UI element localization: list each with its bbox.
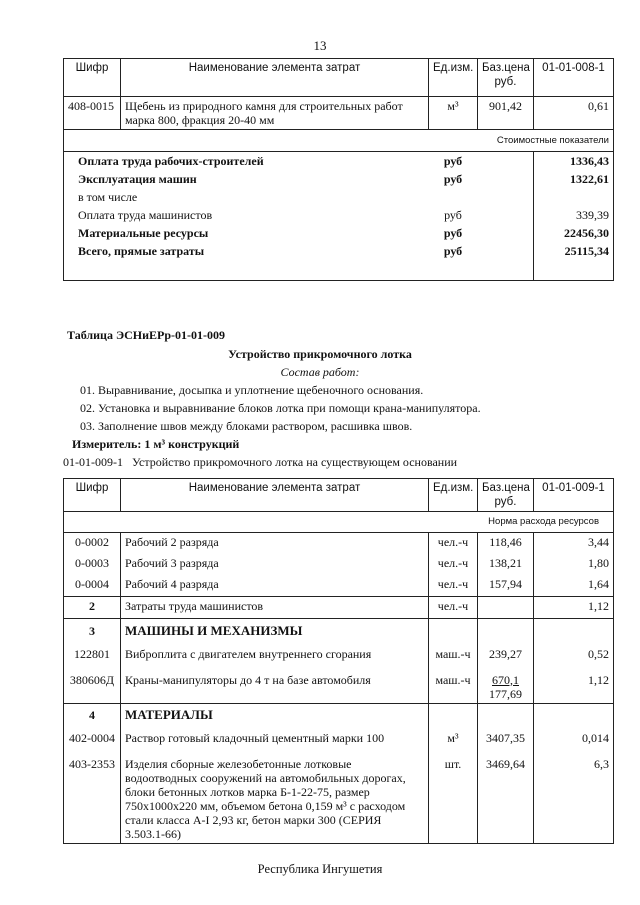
- cost-name: Всего, прямые затраты: [64, 242, 429, 281]
- header-code: Шифр: [64, 59, 121, 97]
- norm-label-row: [64, 512, 614, 533]
- materials-code: 4: [64, 703, 121, 727]
- page-number: 13: [313, 38, 327, 53]
- cost-value: 25115,34: [534, 242, 614, 281]
- cost-name: Материальные ресурсы: [64, 224, 429, 242]
- header-unit: Ед.изм.: [429, 59, 478, 97]
- section-row: [64, 619, 614, 643]
- row-value: 1,64: [534, 575, 614, 597]
- norm-label: Норма расхода ресурсов: [64, 512, 614, 533]
- machines-code: 3: [64, 619, 121, 643]
- table-01-01-009: [63, 478, 614, 844]
- cost-unit: руб: [429, 242, 478, 281]
- cost-row: [64, 242, 614, 281]
- table-row: [64, 575, 614, 597]
- table-row: [64, 643, 614, 669]
- cost-empty: [478, 206, 534, 224]
- cost-row: [64, 188, 614, 206]
- cost-empty: [478, 152, 534, 171]
- row-price: 138,21: [478, 554, 534, 575]
- work-item-2: 02. Установка и выравнивание блоков лотка при помощи крана-манипулятора.: [80, 401, 481, 415]
- cost-unit: руб: [443, 154, 463, 168]
- cost-empty: [478, 170, 534, 188]
- footer-region: Республика Ингушетия: [257, 862, 383, 876]
- row-unit: маш.-ч: [429, 669, 478, 704]
- table2-header-row: [64, 479, 614, 512]
- row-price: 157,94: [478, 575, 534, 597]
- cost-value: 339,39: [534, 206, 614, 224]
- cost-name: Эксплуатация машин: [64, 170, 429, 188]
- row-value: 3,44: [534, 533, 614, 555]
- cost-row: [64, 224, 614, 242]
- row-code: 0-0004: [64, 575, 121, 597]
- operator-code: 2: [64, 597, 121, 619]
- table-row: [64, 533, 614, 555]
- cost-label: Стоимостные показатели: [64, 130, 614, 152]
- row-code: 403-2353: [64, 753, 121, 844]
- row-price-value-2: 177,69: [489, 686, 522, 701]
- row-value: 0,52: [534, 643, 614, 669]
- machines-title: МАШИНЫ И МЕХАНИЗМЫ: [121, 619, 429, 643]
- cost-empty: [478, 224, 534, 242]
- row-unit: маш.-ч: [429, 643, 478, 669]
- operator-price: [478, 597, 534, 619]
- row-name: Раствор готовый кладочный цементный марки 100: [121, 727, 429, 753]
- work-item-1: 01. Выравнивание, досыпка и уплотнение щебеночного основания.: [80, 383, 424, 397]
- row-unit: чел.-ч: [429, 575, 478, 597]
- resource-price: 901,42: [478, 97, 534, 130]
- cost-row: [64, 152, 614, 171]
- row-value: 6,3: [534, 753, 614, 844]
- row-price: 3469,64: [478, 753, 534, 844]
- table-row: [64, 753, 614, 844]
- header-unit: Ед.изм.: [429, 479, 478, 512]
- row-price: [478, 643, 534, 669]
- header-price: Баз.цена руб.: [478, 59, 534, 97]
- row-price: [478, 669, 534, 704]
- table-01-01-008: [63, 58, 614, 281]
- row-name: Виброплита с двигателем внутреннего сгорания: [121, 643, 429, 669]
- row-unit: шт.: [429, 753, 478, 844]
- row-name: Рабочий 4 разряда: [121, 575, 429, 597]
- row-code: 380606Д: [64, 669, 121, 704]
- table-row: [64, 669, 614, 704]
- row-price: 118,46: [478, 533, 534, 555]
- row-code: 0-0003: [64, 554, 121, 575]
- row-price-value: 239,27: [489, 646, 522, 661]
- operator-value: 1,12: [534, 597, 614, 619]
- row-value: 1,80: [534, 554, 614, 575]
- table-subtitle: Устройство прикромочного лотка: [228, 347, 412, 361]
- cost-unit: руб: [444, 208, 462, 222]
- item-line: 01-01-009-1 Устройство прикромочного лотка на существующем основании: [63, 455, 458, 469]
- row-unit: чел.-ч: [429, 533, 478, 555]
- cost-value: 1336,43: [534, 152, 614, 171]
- cost-row: [64, 170, 614, 188]
- row-name: Рабочий 3 разряда: [121, 554, 429, 575]
- cost-name: Оплата труда рабочих-строителей: [64, 152, 429, 171]
- cost-empty: [478, 242, 534, 281]
- row-price-value: 670,1: [492, 672, 519, 687]
- header-name: Наименование элемента затрат: [121, 479, 429, 512]
- resource-value: 0,61: [534, 97, 614, 130]
- header-code: Шифр: [64, 479, 121, 512]
- header-item: 01-01-008-1: [534, 59, 614, 97]
- cost-empty: [478, 188, 534, 206]
- table-row: [64, 97, 614, 130]
- row-unit: м³: [429, 727, 478, 753]
- operator-name: Затраты труда машинистов: [121, 597, 429, 619]
- row-value: 0,014: [534, 727, 614, 753]
- row-code: 0-0002: [64, 533, 121, 555]
- cost-unit: руб: [443, 226, 463, 240]
- header-name: Наименование элемента затрат: [121, 59, 429, 97]
- cost-name: Оплата труда машинистов: [64, 206, 429, 224]
- cost-value: 22456,30: [534, 224, 614, 242]
- cost-value: 1322,61: [534, 170, 614, 188]
- work-item-3: 03. Заполнение швов между блоками раствором, расшивка швов.: [80, 419, 413, 433]
- row-unit: чел.-ч: [429, 554, 478, 575]
- materials-title: МАТЕРИАЛЫ: [121, 703, 429, 727]
- header-price: Баз.цена руб.: [478, 479, 534, 512]
- table-title: Таблица ЭСНиЕРр-01-01-009: [67, 328, 226, 342]
- resource-name: Щебень из природного камня для строительных работ марка 800, фракция 20-40 мм: [121, 97, 429, 130]
- section-row: [64, 703, 614, 727]
- cost-unit: руб: [443, 172, 463, 186]
- row-name: Изделия сборные железобетонные лотковые водоотводных сооружений на автомобильных дорогах, блоки бетонных лотков марка Б-1-22-75, размер 750x1000x220 мм, объемом бетона 0,159 м³ с расходом стали класса А-I 2,93 кг, бетон марки 300 (СЕРИЯ 3.503.1-66): [121, 753, 429, 844]
- row-price: 3407,35: [478, 727, 534, 753]
- cost-unit: [429, 188, 478, 206]
- row-name: Краны-манипуляторы до 4 т на базе автомобиля: [121, 669, 429, 704]
- meter: Измеритель: 1 м³ конструкций: [72, 437, 240, 451]
- table-row: [64, 597, 614, 619]
- cost-value: [534, 188, 614, 206]
- row-code: 402-0004: [64, 727, 121, 753]
- row-value: 1,12: [534, 669, 614, 704]
- row-name: Рабочий 2 разряда: [121, 533, 429, 555]
- cost-label-row: [64, 130, 614, 152]
- table-row: [64, 554, 614, 575]
- cost-row: [64, 206, 614, 224]
- header-item: 01-01-009-1: [534, 479, 614, 512]
- cost-name: в том числе: [64, 188, 429, 206]
- row-code: 122801: [64, 643, 121, 669]
- table-row: [64, 727, 614, 753]
- table1-header-row: [64, 59, 614, 97]
- operator-unit: чел.-ч: [429, 597, 478, 619]
- works-heading: Состав работ:: [280, 365, 360, 379]
- resource-code: 408-0015: [64, 97, 121, 130]
- resource-unit: м³: [429, 97, 478, 130]
